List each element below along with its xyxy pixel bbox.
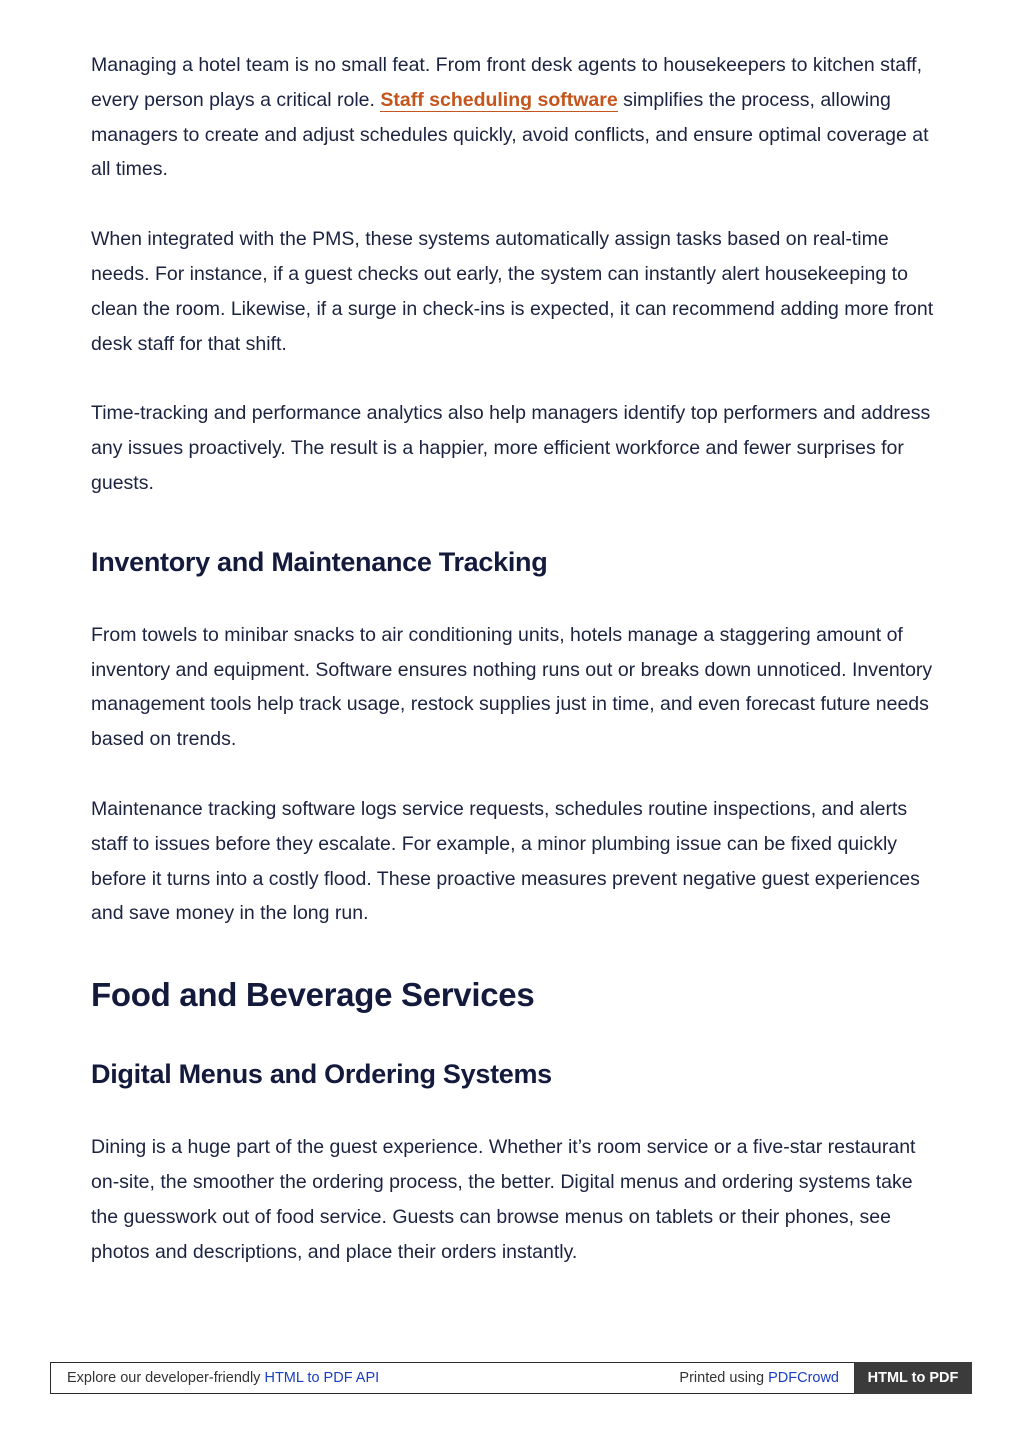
article-content xyxy=(91,48,941,1269)
paragraph-inventory: From towels to minibar snacks to air conditioning units, hotels manage a staggering amount of inventory and equipment. Software ensures nothing runs out or breaks down unnoticed. Inventory management tools help track usage, restock supplies just in time, and even forecast future needs based on trends. xyxy=(91,623,933,751)
html-to-pdf-api-link[interactable]: HTML to PDF API xyxy=(264,1370,380,1386)
heading-digital-menus: Digital Menus and Ordering Systems xyxy=(91,1059,552,1090)
paragraph-time-tracking: Time-tracking and performance analytics also help managers identify top performers and address any issues proactively. The result is a happier, more efficient workforce and fewer surprises for guests. xyxy=(91,402,931,494)
footer-printed-text: Printed using xyxy=(679,1370,769,1386)
paragraph-dining: Dining is a huge part of the guest experience. Whether it’s room service or a five-star restaurant on-site, the smoother the ordering process, the better. Digital menus and ordering systems take the guesswork out of food service. Guests can browse menus on tablets or their phones, see photos and descriptions, and place their orders instantly. xyxy=(91,1136,916,1263)
heading-food-beverage: Food and Beverage Services xyxy=(91,976,535,1014)
pdfcrowd-link[interactable]: PDFCrowd xyxy=(768,1370,839,1386)
paragraph-maintenance: Maintenance tracking software logs service requests, schedules routine inspections, and alerts staff to issues before they escalate. For example, a minor plumbing issue can be fixed quickly before it turns into a costly flood. These proactive measures prevent negative guest experiences and save money in the long run. xyxy=(91,797,920,925)
paragraph-staff-scheduling xyxy=(91,48,941,187)
html-to-pdf-badge-button[interactable]: HTML to PDF xyxy=(854,1362,972,1394)
paragraph-text: simplifies the process, allowing managers to create and adjust schedules quickly, avoid conflicts, and ensure optimal coverage at all times. xyxy=(91,88,929,181)
staff-scheduling-link[interactable]: Staff scheduling software xyxy=(380,88,618,111)
footer-explore xyxy=(67,1370,379,1386)
paragraph-text: Managing a hotel team is no small feat. From front desk agents to housekeepers to kitchen staff, every person plays a critical role. xyxy=(91,54,923,111)
heading-inventory-maintenance: Inventory and Maintenance Tracking xyxy=(91,546,548,577)
footer-explore-text: Explore our developer-friendly xyxy=(67,1370,265,1386)
paragraph-pms-integration: When integrated with the PMS, these systems automatically assign tasks based on real-time needs. For instance, if a guest checks out early, the system can instantly alert housekeeping to clean the room. Likewise, if a surge in check-ins is expected, it can recommend adding more front desk staff for that shift. xyxy=(91,228,934,355)
pdfcrowd-footer xyxy=(50,1362,972,1394)
footer-printed xyxy=(679,1370,839,1386)
